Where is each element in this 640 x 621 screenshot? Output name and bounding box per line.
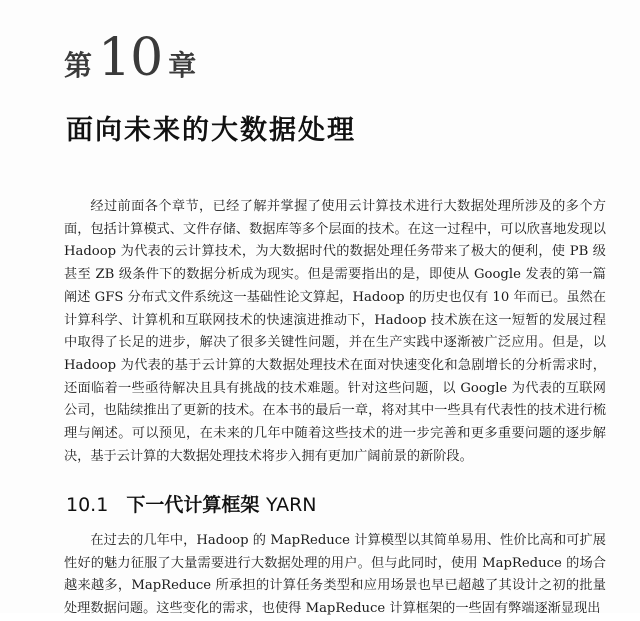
section-title-en: YARN (265, 494, 317, 516)
chapter-label (64, 28, 196, 88)
intro-paragraph: 经过前面各个章节，已经了解并掌握了使用云计算技术进行大数据处理所涉及的多个方面，包括计算模式、文件存储、数据库等多个层面的技术。在这一过程中，可以欣喜地发现以 Hadoop 为代表的云计算技术，为大数据时代的数据处理任务带来了极大的便利，使 PB 级甚至 ZB 级条件下的数据分析成为现实。但是需要指出的是，即使从 Google 发表的第一篇阐述 GFS 分布式文件系统这一基础性论文算起，Hadoop 的历史也仅有 10 年而已。虽然在计算科学、计算机和互联网技术的快速演进推动下，Hadoop 技术族在这一短暂的发展过程中取得了长足的进步，解决了很多关键性问题，并在生产实践中逐渐被广泛应用。但是，以 Hadoop 为代表的基于云计算的大数据处理技术在面对快速变化和急剧增长的分析需求时，还面临着一些亟待解决且具有挑战的技术难题。针对这些问题，以 Google 为代表的互联网公司，也陆续推出了更新的技术。在本书的最后一章，将对其中一些具有代表性的技术进行梳理与阐述。可以预见，在未来的几年中随着这些技术的进一步完善和更多重要问题的逐步解决，基于云计算的大数据处理技术将步入拥有更加广阔前景的新阶段。 (64, 199, 606, 464)
section-title-cn: 下一代计算框架 (126, 494, 260, 516)
section-heading (66, 490, 317, 517)
section-paragraph: 在过去的几年中，Hadoop 的 MapReduce 计算模型以其简单易用、性价比高和可扩展性好的魅力征服了大量需要进行大数据处理的用户。但与此同时，使用 MapReduce 的场合越来越多，MapReduce 所承担的计算任务类型和应用场景也早已超越了其设计之初的批量处理数据问题。这些变化的需求，也使得 MapReduce 计算框架的一些固有弊端逐渐显现出 (64, 533, 606, 617)
chapter-suffix: 章 (168, 49, 197, 82)
chapter-number: 10 (98, 28, 163, 88)
chapter-prefix: 第 (64, 49, 93, 82)
chapter-title: 面向未来的大数据处理 (66, 115, 356, 146)
section-number: 10.1 (66, 494, 109, 516)
